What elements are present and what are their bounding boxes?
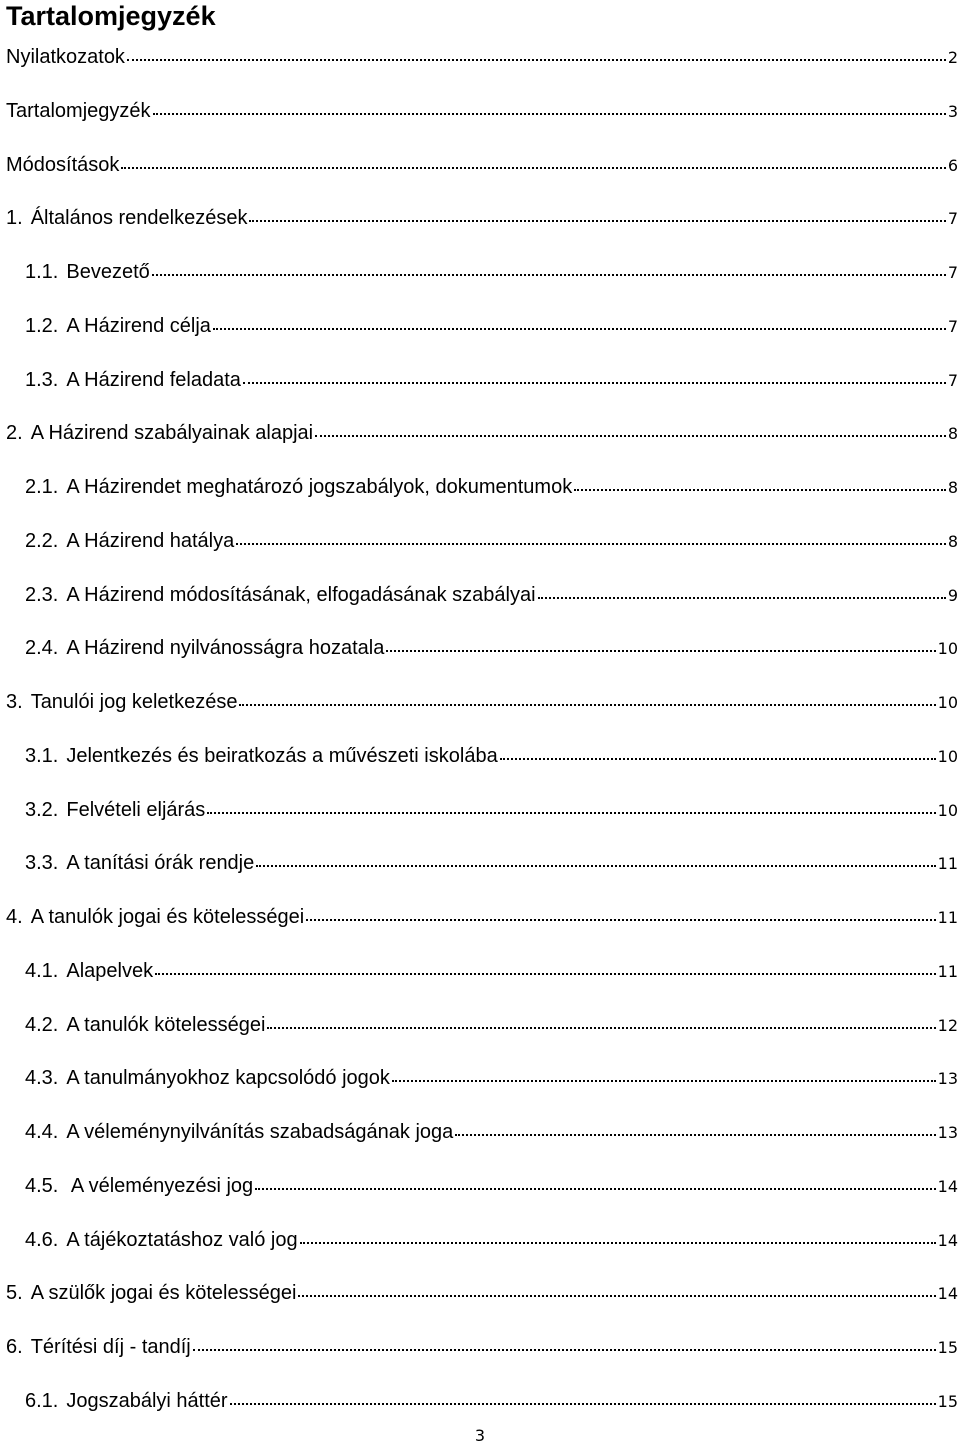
toc-entry-number: 2.1.	[25, 476, 59, 498]
toc-entry-page: 13	[937, 1069, 958, 1088]
toc-entry-page: 8	[947, 532, 958, 551]
toc-entry-number: 6.	[6, 1336, 23, 1358]
toc-entry-number: 1.1.	[25, 261, 59, 283]
toc-entry-number: 3.	[6, 691, 23, 713]
toc-entry-number: 4.	[6, 906, 23, 928]
toc-leader-dots	[236, 542, 946, 545]
toc-entry-page: 15	[937, 1338, 958, 1357]
toc-entry-number: 5.	[6, 1282, 23, 1304]
toc-entry[interactable]	[25, 795, 958, 825]
toc-leader-dots	[127, 58, 946, 61]
toc-entry-label: Nyilatkozatok	[6, 46, 125, 68]
toc-entry-number: 1.2.	[25, 315, 59, 337]
toc-entry-number: 3.3.	[25, 852, 59, 874]
toc-entry[interactable]	[6, 902, 958, 932]
toc-entry-label: A Házirend módosításának, elfogadásának szabályai	[66, 584, 536, 606]
toc-leader-dots	[386, 649, 935, 652]
toc-leader-dots	[500, 757, 936, 760]
toc-entry-label: Felvételi eljárás	[66, 799, 206, 821]
toc-entry-number: 2.4.	[25, 637, 59, 659]
toc-entry-page: 14	[937, 1177, 958, 1196]
toc-entry-label: A Házirendet meghatározó jogszabályok, dokumentumok	[66, 476, 573, 498]
toc-entry[interactable]	[25, 1171, 958, 1201]
toc-entry-number: 4.5.	[25, 1175, 59, 1197]
toc-entry-label: Jogszabályi háttér	[66, 1390, 228, 1412]
toc-entry-label: A tanítási órák rendje	[66, 852, 255, 874]
toc-leader-dots	[392, 1079, 936, 1082]
toc-leader-dots	[249, 219, 945, 222]
toc-entry[interactable]	[6, 203, 958, 233]
toc-entry-page: 12	[937, 1016, 958, 1035]
toc-leader-dots	[315, 434, 946, 437]
toc-entry-number: 4.6.	[25, 1229, 59, 1251]
toc-leader-dots	[300, 1241, 936, 1244]
toc-entry[interactable]	[6, 1332, 958, 1362]
toc-entry-label: A tanulók kötelességei	[66, 1014, 266, 1036]
toc-entry[interactable]	[25, 526, 958, 556]
toc-leader-dots	[153, 112, 946, 115]
toc-entry[interactable]	[25, 956, 958, 986]
toc-entry[interactable]	[6, 96, 958, 126]
toc-entry[interactable]	[25, 741, 958, 771]
toc-leader-dots	[256, 864, 935, 867]
toc-leader-dots	[155, 972, 936, 975]
toc-entry-number: 4.3.	[25, 1067, 59, 1089]
toc-entry[interactable]	[25, 365, 958, 395]
toc-entry-number: 6.1.	[25, 1390, 59, 1412]
toc-entry-number: 3.2.	[25, 799, 59, 821]
toc-entry[interactable]	[25, 1386, 958, 1416]
toc-entry-page: 3	[947, 102, 958, 121]
toc-entry-number: 4.4.	[25, 1121, 59, 1143]
toc-entry[interactable]	[25, 1010, 958, 1040]
toc-entry-page: 6	[947, 156, 958, 175]
toc-entry-page: 8	[947, 424, 958, 443]
toc-entry-page: 14	[937, 1231, 958, 1250]
toc-entry-label: A Házirend hatálya	[66, 530, 235, 552]
toc-entry-page: 11	[937, 908, 958, 927]
toc-entry-label: A Házirend célja	[66, 315, 211, 337]
toc-entry-page: 7	[947, 209, 958, 228]
toc-entry-page: 13	[937, 1123, 958, 1142]
toc-entry-page: 8	[947, 478, 958, 497]
toc-entry[interactable]	[25, 311, 958, 341]
page-title: Tartalomjegyzék	[6, 1, 216, 31]
toc-entry-label: Általános rendelkezések	[30, 207, 248, 229]
toc-entry-label: A tájékoztatáshoz való jog	[66, 1229, 298, 1251]
toc-entry[interactable]	[6, 418, 958, 448]
toc-leader-dots	[267, 1026, 935, 1029]
toc-entry-page: 14	[937, 1284, 958, 1303]
toc-entry-label: A véleménynyilvánítás szabadságának joga	[66, 1121, 454, 1143]
toc-entry-number: 1.3.	[25, 369, 59, 391]
toc-leader-dots	[193, 1348, 936, 1351]
toc-leader-dots	[152, 273, 946, 276]
toc-entry-page: 7	[947, 317, 958, 336]
toc-leader-dots	[213, 327, 946, 330]
toc-entry[interactable]	[25, 580, 958, 610]
toc-entry-page: 10	[937, 747, 958, 766]
toc-entry-page: 15	[937, 1392, 958, 1411]
toc-entry[interactable]	[25, 1117, 958, 1147]
toc-entry-page: 11	[937, 962, 958, 981]
toc-entry-number: 4.2.	[25, 1014, 59, 1036]
toc-entry[interactable]	[6, 150, 958, 180]
toc-leader-dots	[121, 166, 945, 169]
toc-entry[interactable]	[25, 848, 958, 878]
toc-entry[interactable]	[25, 257, 958, 287]
toc-leader-dots	[298, 1294, 935, 1297]
toc-leader-dots	[306, 918, 935, 921]
toc-entry-label: A Házirend feladata	[66, 369, 241, 391]
toc-leader-dots	[574, 488, 946, 491]
toc-leader-dots	[207, 811, 935, 814]
toc-entry-label: Térítési díj - tandíj	[30, 1336, 191, 1358]
toc-entry[interactable]	[25, 633, 958, 663]
toc-entry[interactable]	[6, 1278, 958, 1308]
toc-leader-dots	[230, 1402, 936, 1405]
toc-leader-dots	[455, 1133, 935, 1136]
toc-entry-page: 7	[947, 371, 958, 390]
toc-entry-label: Tanulói jog keletkezése	[30, 691, 238, 713]
toc-entry[interactable]	[6, 687, 958, 717]
toc-entry-label: A véleményezési jog	[66, 1175, 254, 1197]
toc-entry[interactable]	[6, 42, 958, 72]
toc-entry-page: 10	[937, 639, 958, 658]
toc-entry-label: A Házirend nyilvánosságra hozatala	[66, 637, 385, 659]
toc-entry-label: A tanulmányokhoz kapcsolódó jogok	[66, 1067, 390, 1089]
toc-entry-number: 2.	[6, 422, 23, 444]
toc-entry-page: 9	[947, 586, 958, 605]
toc-entry-page: 2	[947, 48, 958, 67]
toc-entry-number: 2.2.	[25, 530, 59, 552]
toc-entry-number: 1.	[6, 207, 23, 229]
toc-leader-dots	[243, 381, 946, 384]
toc-entry-page: 10	[937, 693, 958, 712]
toc-entry[interactable]	[25, 1063, 958, 1093]
toc-entry-number: 2.3.	[25, 584, 59, 606]
toc-entry-number: 3.1.	[25, 745, 59, 767]
toc-entry-label: Bevezető	[66, 261, 150, 283]
toc-entry-label: A tanulók jogai és kötelességei	[30, 906, 305, 928]
toc-leader-dots	[255, 1187, 936, 1190]
toc-entry-label: Módosítások	[6, 154, 120, 176]
toc-entry[interactable]	[25, 472, 958, 502]
toc-entry-page: 10	[937, 801, 958, 820]
toc-entry-number: 4.1.	[25, 960, 59, 982]
toc-entry-page: 11	[937, 854, 958, 873]
toc-entry-label: Tartalomjegyzék	[6, 100, 151, 122]
toc-leader-dots	[239, 703, 935, 706]
toc-entry-label: A szülők jogai és kötelességei	[30, 1282, 297, 1304]
toc-entry[interactable]	[25, 1225, 958, 1255]
toc-entry-label: A Házirend szabályainak alapjai	[30, 422, 314, 444]
toc-entry-label: Alapelvek	[66, 960, 154, 982]
toc-entry-label: Jelentkezés és beiratkozás a művészeti iskolába	[66, 745, 498, 767]
toc-entry-page: 7	[947, 263, 958, 282]
page-number: 3	[474, 1426, 486, 1445]
toc-leader-dots	[538, 596, 946, 599]
